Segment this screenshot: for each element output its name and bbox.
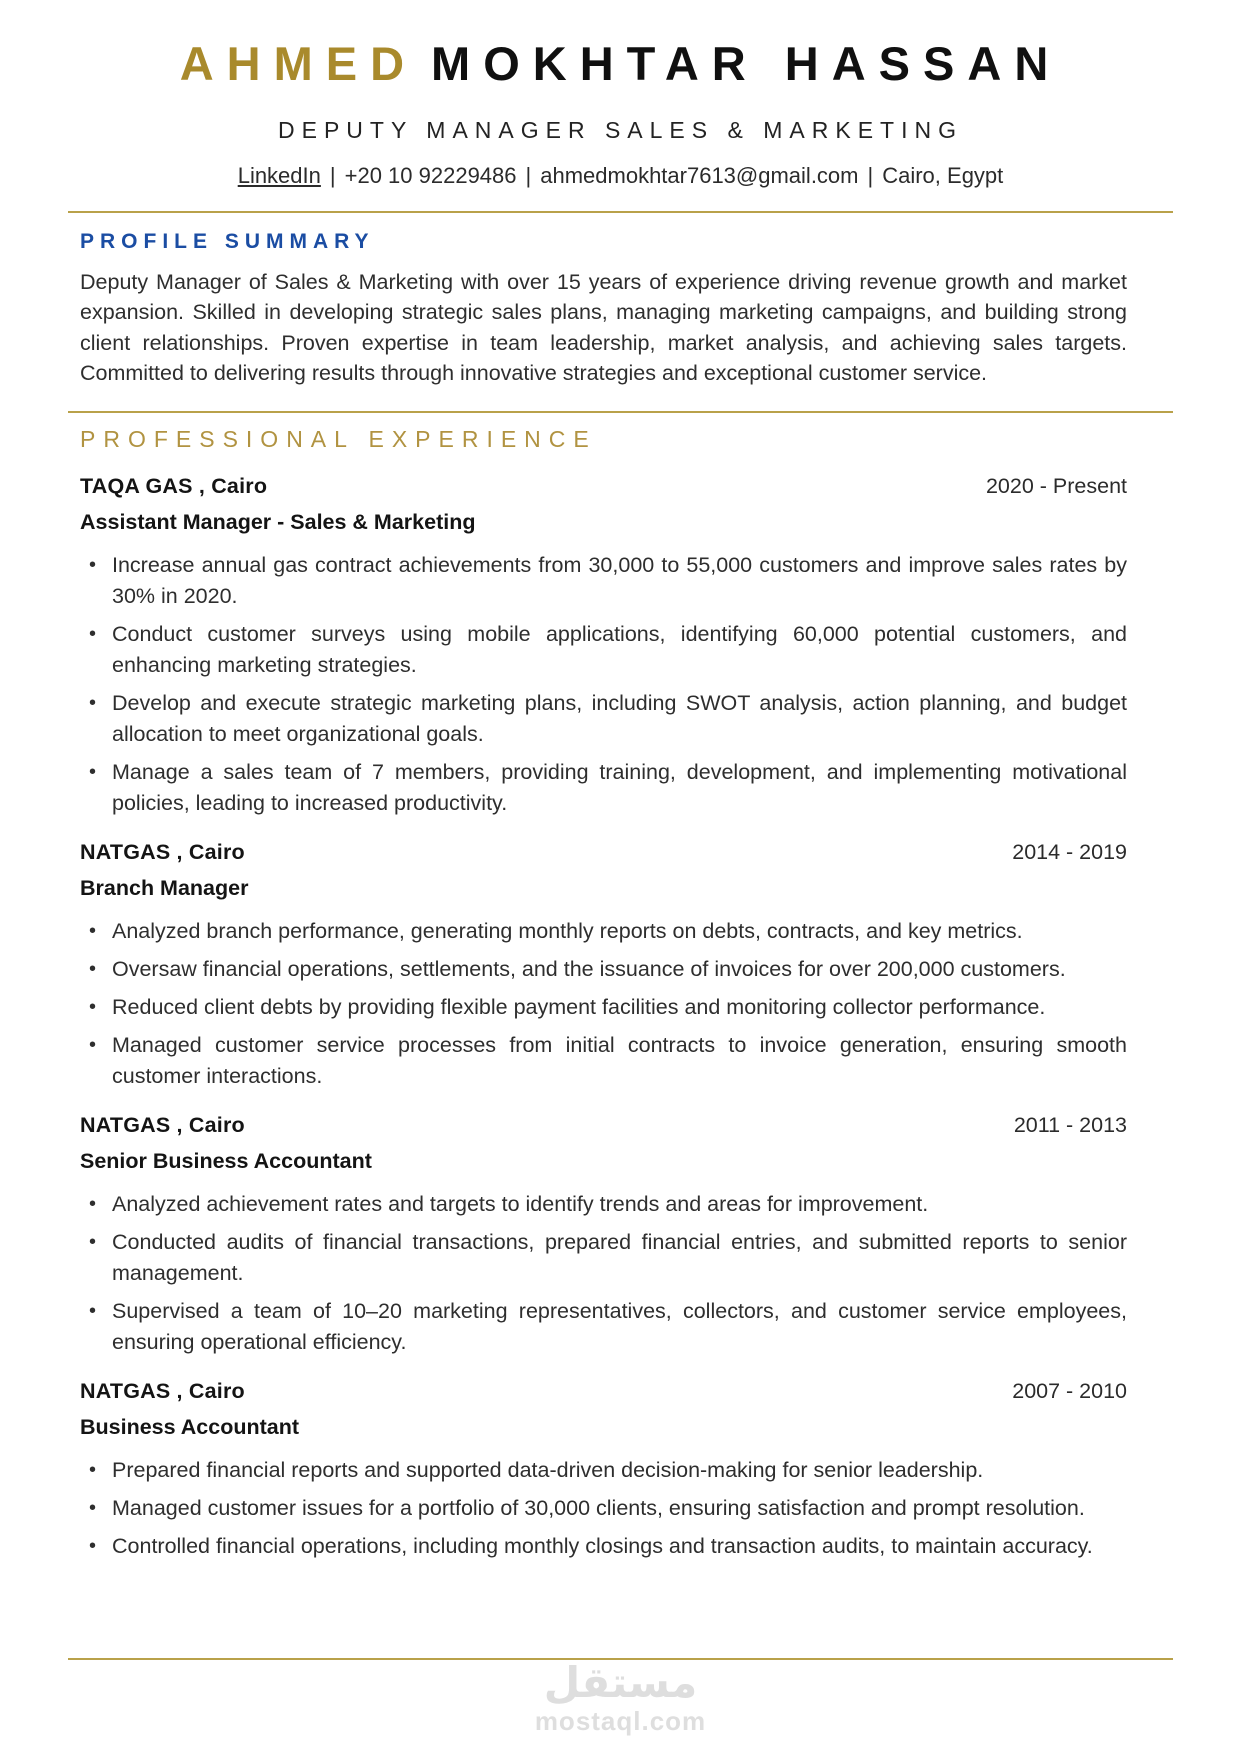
bullet-item: • Supervised a team of 10–20 marketing representatives, collectors, and customer service employees, ensuring operational efficiency. xyxy=(80,1296,1127,1358)
bullet-item: • Controlled financial operations, including monthly closings and transaction audits, to maintain accuracy. xyxy=(80,1531,1127,1562)
profile-summary-heading: PROFILE SUMMARY xyxy=(80,229,375,253)
job-bullet-list xyxy=(80,1455,1127,1562)
bullet-item: • Reduced client debts by providing flexible payment facilities and monitoring collector performance. xyxy=(80,992,1127,1023)
job-entry xyxy=(80,1113,1127,1358)
bullet-item: • Conducted audits of financial transactions, prepared financial entries, and submitted reports to senior management. xyxy=(80,1227,1127,1289)
contact-separator: | xyxy=(329,162,336,188)
professional-experience-section xyxy=(68,426,1173,1562)
bullet-item: • Manage a sales team of 7 members, providing training, development, and implementing motivational policies, leading to increased productivity. xyxy=(80,757,1127,819)
bullet-item: • Develop and execute strategic marketing plans, including SWOT analysis, action planning, and budget allocation to meet organizational goals. xyxy=(80,688,1127,750)
job-dates: 2007 - 2010 xyxy=(1012,1378,1127,1403)
mostaql-arabic-logo: مستقل xyxy=(543,1658,698,1707)
candidate-last-name: MOKHTAR HASSAN xyxy=(431,37,1062,90)
candidate-first-name: AHMED xyxy=(179,37,418,90)
contact-line xyxy=(68,163,1173,189)
job-title: Branch Manager xyxy=(80,875,249,900)
job-header xyxy=(80,474,1127,499)
company-name: NATGAS , Cairo xyxy=(80,1112,245,1137)
phone-number: +20 10 92229486 xyxy=(344,162,517,188)
job-entry xyxy=(80,840,1127,1092)
bullet-item: • Analyzed branch performance, generating monthly reports on debts, contracts, and key metrics. xyxy=(80,916,1127,947)
job-header xyxy=(80,1379,1127,1404)
job-entry xyxy=(80,1379,1127,1562)
contact-separator: | xyxy=(525,162,532,188)
gold-divider-top xyxy=(68,211,1173,213)
bullet-item: • Analyzed achievement rates and targets to identify trends and areas for improvement. xyxy=(80,1189,1127,1220)
profile-summary-text: Deputy Manager of Sales & Marketing with over 15 years of experience driving revenue growth and market expansion. Skilled in developing strategic sales plans, managing marketing campaigns, and building strong client relationships. Proven expertise in team leadership, market analysis, and achieving sales targets. Committed to delivering results through innovative strategies and exceptional customer service. xyxy=(80,269,1127,386)
bullet-item: • Managed customer issues for a portfolio of 30,000 clients, ensuring satisfaction and prompt resolution. xyxy=(80,1493,1127,1524)
bullet-item: • Conduct customer surveys using mobile applications, identifying 60,000 potential customers, and enhancing marketing strategies. xyxy=(80,619,1127,681)
job-dates: 2011 - 2013 xyxy=(1013,1112,1127,1137)
bullet-item: • Managed customer service processes from initial contracts to invoice generation, ensuring smooth customer interactions. xyxy=(80,1030,1127,1092)
candidate-name xyxy=(68,38,1173,90)
gold-divider-middle xyxy=(68,411,1173,413)
job-title: Business Accountant xyxy=(80,1414,300,1439)
bullet-item: • Oversaw financial operations, settlements, and the issuance of invoices for over 200,000 customers. xyxy=(80,954,1127,985)
job-header xyxy=(80,1113,1127,1138)
resume-header xyxy=(68,38,1173,189)
job-entry xyxy=(80,474,1127,819)
profile-summary-section xyxy=(68,230,1173,389)
job-bullet-list xyxy=(80,550,1127,819)
professional-experience-heading: PROFESSIONAL EXPERIENCE xyxy=(80,425,597,452)
job-title: Assistant Manager - Sales & Marketing xyxy=(80,509,476,534)
location-text: Cairo, Egypt xyxy=(882,162,1004,188)
job-bullet-list xyxy=(80,916,1127,1092)
job-title: Senior Business Accountant xyxy=(80,1148,372,1173)
bullet-item: • Increase annual gas contract achievements from 30,000 to 55,000 customers and improve sales rates by 30% in 2020. xyxy=(80,550,1127,612)
job-dates: 2020 - Present xyxy=(985,473,1127,498)
company-name: NATGAS , Cairo xyxy=(80,1378,245,1403)
job-dates: 2014 - 2019 xyxy=(1012,839,1127,864)
headline-job-title: DEPUTY MANAGER SALES & MARKETING xyxy=(278,116,963,143)
linkedin-link[interactable]: LinkedIn xyxy=(237,162,321,188)
contact-separator: | xyxy=(867,162,874,188)
job-header xyxy=(80,840,1127,865)
watermark xyxy=(0,1658,1241,1737)
email-address: ahmedmokhtar7613@gmail.com xyxy=(540,162,859,188)
company-name: TAQA GAS , Cairo xyxy=(80,473,268,498)
company-name: NATGAS , Cairo xyxy=(80,839,245,864)
job-bullet-list xyxy=(80,1189,1127,1358)
bullet-item: • Prepared financial reports and supported data-driven decision-making for senior leadership. xyxy=(80,1455,1127,1486)
mostaql-domain-text: mostaql.com xyxy=(534,1706,707,1736)
